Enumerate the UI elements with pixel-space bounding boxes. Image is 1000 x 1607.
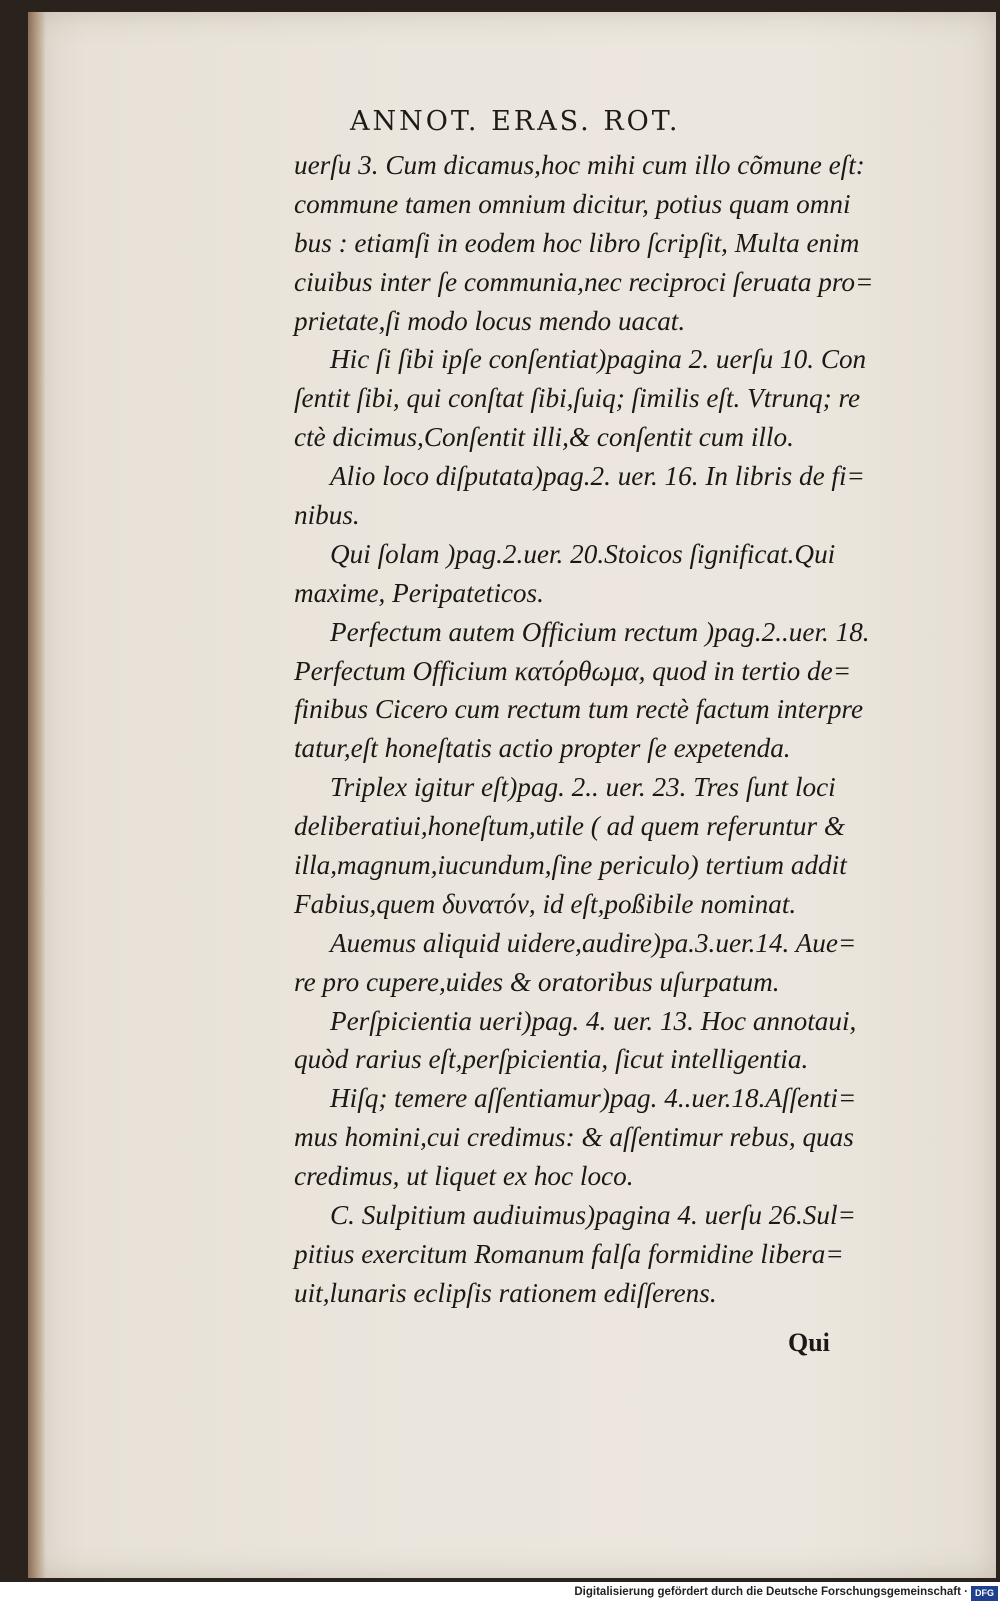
text-line: Alio loco diſputata)pag.2. uer. 16. In libris de fi= [330, 461, 865, 492]
text-line: Hic ſi ſibi ipſe conſentiat)pagina 2. uerſu 10. Con [330, 344, 867, 375]
text-line: mus homini,cui credimus: & aſſentimur rebus, quas [294, 1122, 854, 1153]
text-line: Perfectum Officium κατόρθωμα, quod in tertio de= [294, 655, 852, 686]
text-line: maxime, Peripateticos. [294, 577, 544, 608]
text-line: ciuibus inter ſe communia,nec reciproci ſeruata pro= [294, 266, 874, 297]
text-line: Qui ſolam )pag.2.uer. 20.Stoicos ſignificat.Qui [330, 538, 836, 569]
text-line: quòd rarius eſt,perſpicientia, ſicut intelligentia. [294, 1044, 809, 1075]
text-line: Auemus aliquid uidere,audire)pa.3.uer.14. Aue= [330, 927, 857, 958]
text-line: finibus Cicero cum rectum tum rectè factum interpre [294, 694, 864, 725]
page-binding-edge [28, 12, 46, 1578]
text-line: uerſu 3. Cum dicamus,hoc mihi cum illo cõmune eſt: [294, 150, 865, 180]
text-line: ſentit ſibi, qui conſtat ſibi,ſuiq; ſimilis eſt. Vtrunq; re [294, 383, 861, 414]
text-line: credimus, ut liquet ex hoc loco. [294, 1161, 634, 1192]
text-line: deliberatiui,honeſtum,utile ( ad quem referuntur & [294, 811, 845, 842]
text-line: Triplex igitur eſt)pag. 2.. uer. 23. Tres ſunt loci [330, 772, 836, 803]
text-line: nibus. [294, 500, 360, 531]
funding-credit: Digitalisierung gefördert durch die Deutsche Forschungsgemeinschaft · [574, 1586, 968, 1598]
text-line: Perfectum autem Officium rectum )pag.2..uer. 18. [330, 616, 870, 647]
running-head: ANNOT. ERAS. ROT. [350, 106, 681, 137]
text-line: C. Sulpitium audiuimus)pagina 4. uerſu 26.Sul= [330, 1200, 856, 1231]
text-line: commune tamen omnium dicitur, potius quam omni [294, 188, 851, 219]
text-line: illa,magnum,iucundum,ſine periculo) tertium addit [294, 850, 847, 881]
body-text [294, 146, 914, 1313]
footer-bar [0, 1582, 1000, 1607]
text-line: ctè dicimus,Conſentit illi,& conſentit cum illo. [294, 422, 794, 453]
text-line: pitius exercitum Romanum falſa formidine libera= [294, 1238, 844, 1269]
text-line: tatur,eſt honeſtatis actio propter ſe expetenda. [294, 733, 791, 764]
dfg-logo: DFG [971, 1586, 998, 1601]
text-line: re pro cupere,uides & oratoribus uſurpatum. [294, 966, 780, 997]
text-line: bus : etiamſi in eodem hoc libro ſcripſit, Multa enim [294, 227, 860, 258]
text-line: uit,lunaris eclipſis rationem ediſſerens. [294, 1277, 717, 1308]
text-line: prietate,ſi modo locus mendo uacat. [294, 305, 686, 336]
text-line: Fabius,quem δυνατόν, id eſt,poßibile nominat. [294, 888, 797, 919]
text-line: Hiſq; temere aſſentiamur)pag. 4..uer.18.Aſſenti= [330, 1083, 857, 1114]
text-line: Perſpicientia ueri)pag. 4. uer. 13. Hoc annotaui, [330, 1005, 857, 1036]
catchword: Qui [788, 1328, 830, 1357]
